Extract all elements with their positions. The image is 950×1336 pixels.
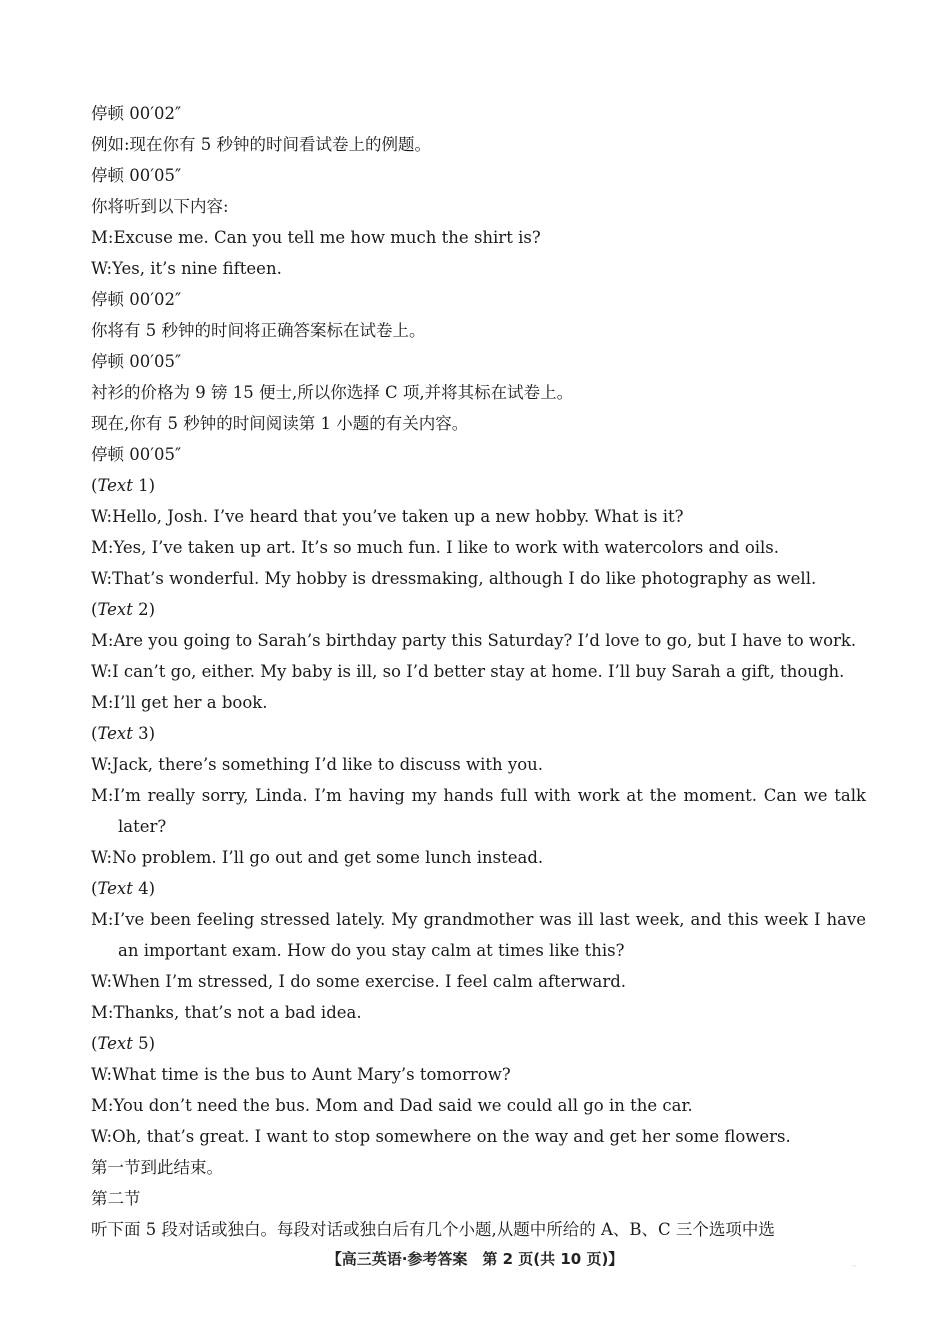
text-number: 1	[138, 476, 149, 495]
text-label: Text	[97, 1034, 133, 1053]
text-number: 2	[138, 600, 149, 619]
dialogue-line: W:Oh, that’s great. I want to stop somewhere on the way and get her some flowers.	[91, 1127, 791, 1146]
document-body	[91, 98, 866, 1245]
example-intro: 例如:现在你有 5 秒钟的时间看试卷上的例题。	[91, 135, 432, 154]
will-hear-line: 你将听到以下内容:	[91, 197, 229, 216]
text-number: 3	[138, 724, 149, 743]
example-answer-line: 衬衫的价格为 9 镑 15 便士,所以你选择 C 项,并将其标在试卷上。	[91, 383, 574, 402]
text-heading: (Text 3)	[91, 724, 156, 743]
section2-title: 第二节	[91, 1189, 141, 1208]
dialogue-line: W:I can’t go, either. My baby is ill, so I’d better stay at home. I’ll buy Sarah a gift, though.	[91, 662, 845, 681]
dialogue-line: W:Jack, there’s something I’d like to discuss with you.	[91, 755, 544, 774]
section1-end: 第一节到此结束。	[91, 1158, 223, 1177]
text-label: Text	[97, 600, 133, 619]
text-heading: (Text 1)	[91, 476, 156, 495]
example-dialogue-w: W:Yes, it’s nine fifteen.	[91, 259, 282, 278]
dialogue-line: M:Thanks, that’s not a bad idea.	[91, 1003, 362, 1022]
text-label: Text	[97, 476, 133, 495]
dialogue-line: M:I’ve been feeling stressed lately. My grandmother was ill last week, and this week I have an important exam. How do you stay calm at times like this?	[91, 910, 866, 960]
example-dialogue-m: M:Excuse me. Can you tell me how much the shirt is?	[91, 228, 541, 247]
pause-marker: 停顿 00′05″	[91, 445, 182, 464]
pause-marker: 停顿 00′05″	[91, 166, 182, 185]
read-question-line: 现在,你有 5 秒钟的时间阅读第 1 小题的有关内容。	[91, 414, 469, 433]
dialogue-line: M:I’ll get her a book.	[91, 693, 268, 712]
pause-marker: 停顿 00′05″	[91, 352, 182, 371]
text-heading: (Text 5)	[91, 1034, 156, 1053]
dialogue-line: M:You don’t need the bus. Mom and Dad said we could all go in the car.	[91, 1096, 693, 1115]
dialogue-line: W:That’s wonderful. My hobby is dressmaking, although I do like photography as well.	[91, 569, 817, 588]
text-number: 4	[138, 879, 149, 898]
dialogue-line: M:Yes, I’ve taken up art. It’s so much fun. I like to work with watercolors and oils.	[91, 538, 780, 557]
pause-marker: 停顿 00′02″	[91, 290, 182, 309]
text-label: Text	[97, 724, 133, 743]
dialogue-line: W:No problem. I’ll go out and get some lunch instead.	[91, 848, 544, 867]
dialogue-line: M:I’m really sorry, Linda. I’m having my hands full with work at the moment. Can we talk later?	[91, 786, 866, 836]
mark-answer-line: 你将有 5 秒钟的时间将正确答案标在试卷上。	[91, 321, 426, 340]
section2-instructions: 听下面 5 段对话或独白。每段对话或独白后有几个小题,从题中所给的 A、B、C 三个选项中选	[91, 1220, 775, 1239]
dialogue-line: W:Hello, Josh. I’ve heard that you’ve taken up a new hobby. What is it?	[91, 507, 684, 526]
pause-marker: 停顿 00′02″	[91, 104, 182, 123]
dialogue-line: M:Are you going to Sarah’s birthday party this Saturday? I’d love to go, but I have to work.	[91, 631, 857, 650]
dialogue-line: W:What time is the bus to Aunt Mary’s tomorrow?	[91, 1065, 511, 1084]
page-footer: 【高三英语·参考答案 第 2 页(共 10 页)】	[326, 1250, 624, 1268]
text-heading: (Text 4)	[91, 879, 156, 898]
text-number: 5	[138, 1034, 149, 1053]
text-heading: (Text 2)	[91, 600, 156, 619]
corner-mark: ··	[852, 1262, 858, 1271]
text-label: Text	[97, 879, 133, 898]
dialogue-line: W:When I’m stressed, I do some exercise. I feel calm afterward.	[91, 972, 627, 991]
